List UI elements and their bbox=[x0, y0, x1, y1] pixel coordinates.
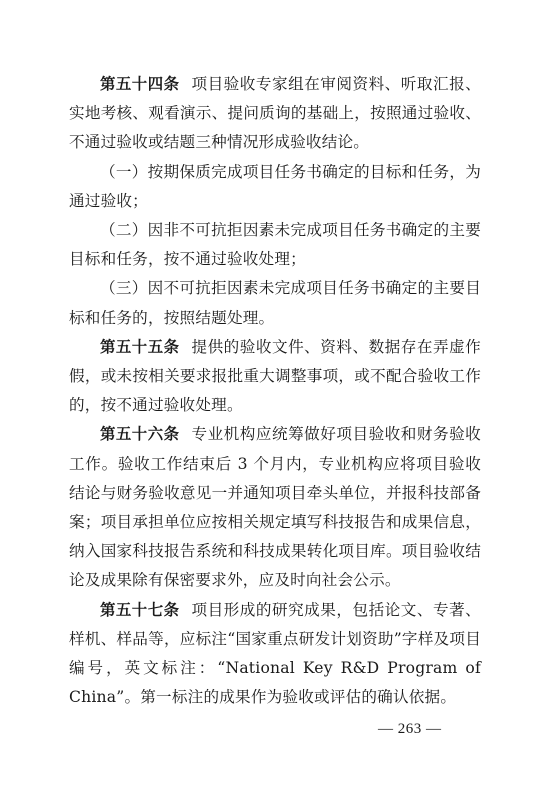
clause-text: （三）因不可抗拒因素未完成项目任务书确定的主要目标和任务的，按照结题处理。 bbox=[69, 279, 481, 327]
article-text: 专业机构应统筹做好项目验收和财务验收工作。验收工作结束后 3 个月内，专业机构应将项目验收结论与财务验收意见一并通知项目牵头单位，并报科技部备案；项目承担单位应按相关规定填写科技报告和成果信息，纳入国家科技报告系统和科技成果转化项目库。项目验收结论及成果除有保密要求外，应及时向社会公示。 bbox=[69, 425, 481, 590]
article-text: 提供的验收文件、资料、数据存在弄虚作假，或未按相关要求报批重大调整事项，或不配合验收工作的，按不通过验收处理。 bbox=[69, 337, 481, 415]
article-55 bbox=[69, 333, 481, 421]
clause-1 bbox=[69, 158, 481, 216]
article-56 bbox=[69, 420, 481, 595]
clause-2 bbox=[69, 216, 481, 274]
article-heading: 第五十四条 bbox=[100, 75, 180, 93]
article-heading: 第五十六条 bbox=[100, 425, 180, 444]
page-number: — 263 — bbox=[378, 721, 442, 737]
article-text: 项目形成的研究成果，包括论文、专著、样机、样品等，应标注“国家重点研发计划资助”字样及项目编号，英文标注：“National Key R&D Program of China”。第一标注的成果作为验收或评估的确认依据。 bbox=[69, 600, 481, 707]
clause-3 bbox=[69, 274, 481, 332]
article-text: 项目验收专家组在审阅资料、听取汇报、实地考核、观看演示、提问质询的基础上，按照通过验收、不通过验收或结题三种情况形成验收结论。 bbox=[69, 75, 481, 152]
article-57 bbox=[69, 596, 481, 713]
document-body bbox=[69, 70, 481, 712]
clause-text: （二）因非不可抗拒因素未完成项目任务书确定的主要目标和任务，按不通过验收处理； bbox=[69, 221, 481, 269]
clause-text: （一）按期保质完成项目任务书确定的目标和任务，为通过验收； bbox=[69, 162, 481, 210]
article-54 bbox=[69, 70, 481, 158]
article-heading: 第五十七条 bbox=[100, 600, 180, 619]
article-heading: 第五十五条 bbox=[100, 337, 180, 356]
